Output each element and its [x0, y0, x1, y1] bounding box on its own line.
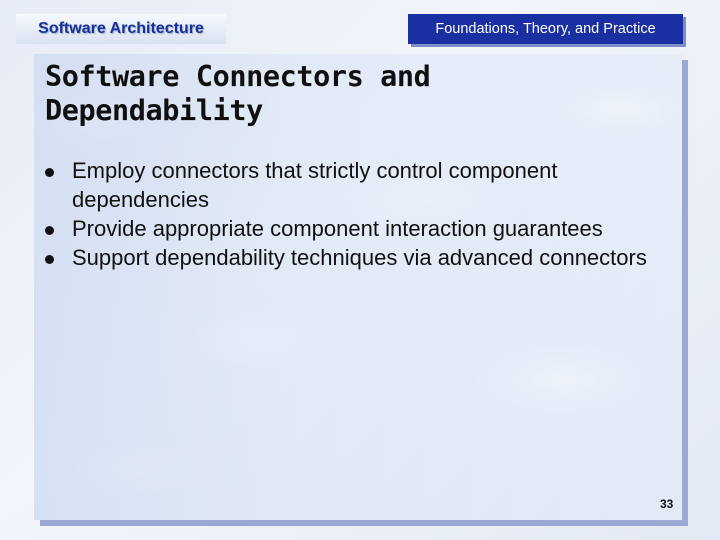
- bullet-text: Provide appropriate component interaction guarantees: [72, 216, 603, 241]
- slide-title: Software Connectors and Dependability: [45, 60, 431, 127]
- page-number: 33: [660, 497, 674, 511]
- bullet-item: [45, 243, 675, 272]
- bullet-item: [45, 214, 675, 243]
- header-subtitle-banner: [408, 14, 683, 44]
- bullet-dot-icon: [45, 168, 54, 177]
- header-book-title-banner: [16, 14, 226, 44]
- header-subtitle: Foundations, Theory, and Practice: [435, 21, 656, 37]
- bullet-text: Employ connectors that strictly control component dependencies: [72, 158, 558, 212]
- bullet-item: [45, 156, 675, 214]
- bullet-dot-icon: [45, 226, 54, 235]
- header-book-title: Software Architecture: [38, 20, 204, 37]
- bullet-list: [45, 156, 675, 272]
- bullet-text: Support dependability techniques via advanced connectors: [72, 245, 647, 270]
- bullet-dot-icon: [45, 255, 54, 264]
